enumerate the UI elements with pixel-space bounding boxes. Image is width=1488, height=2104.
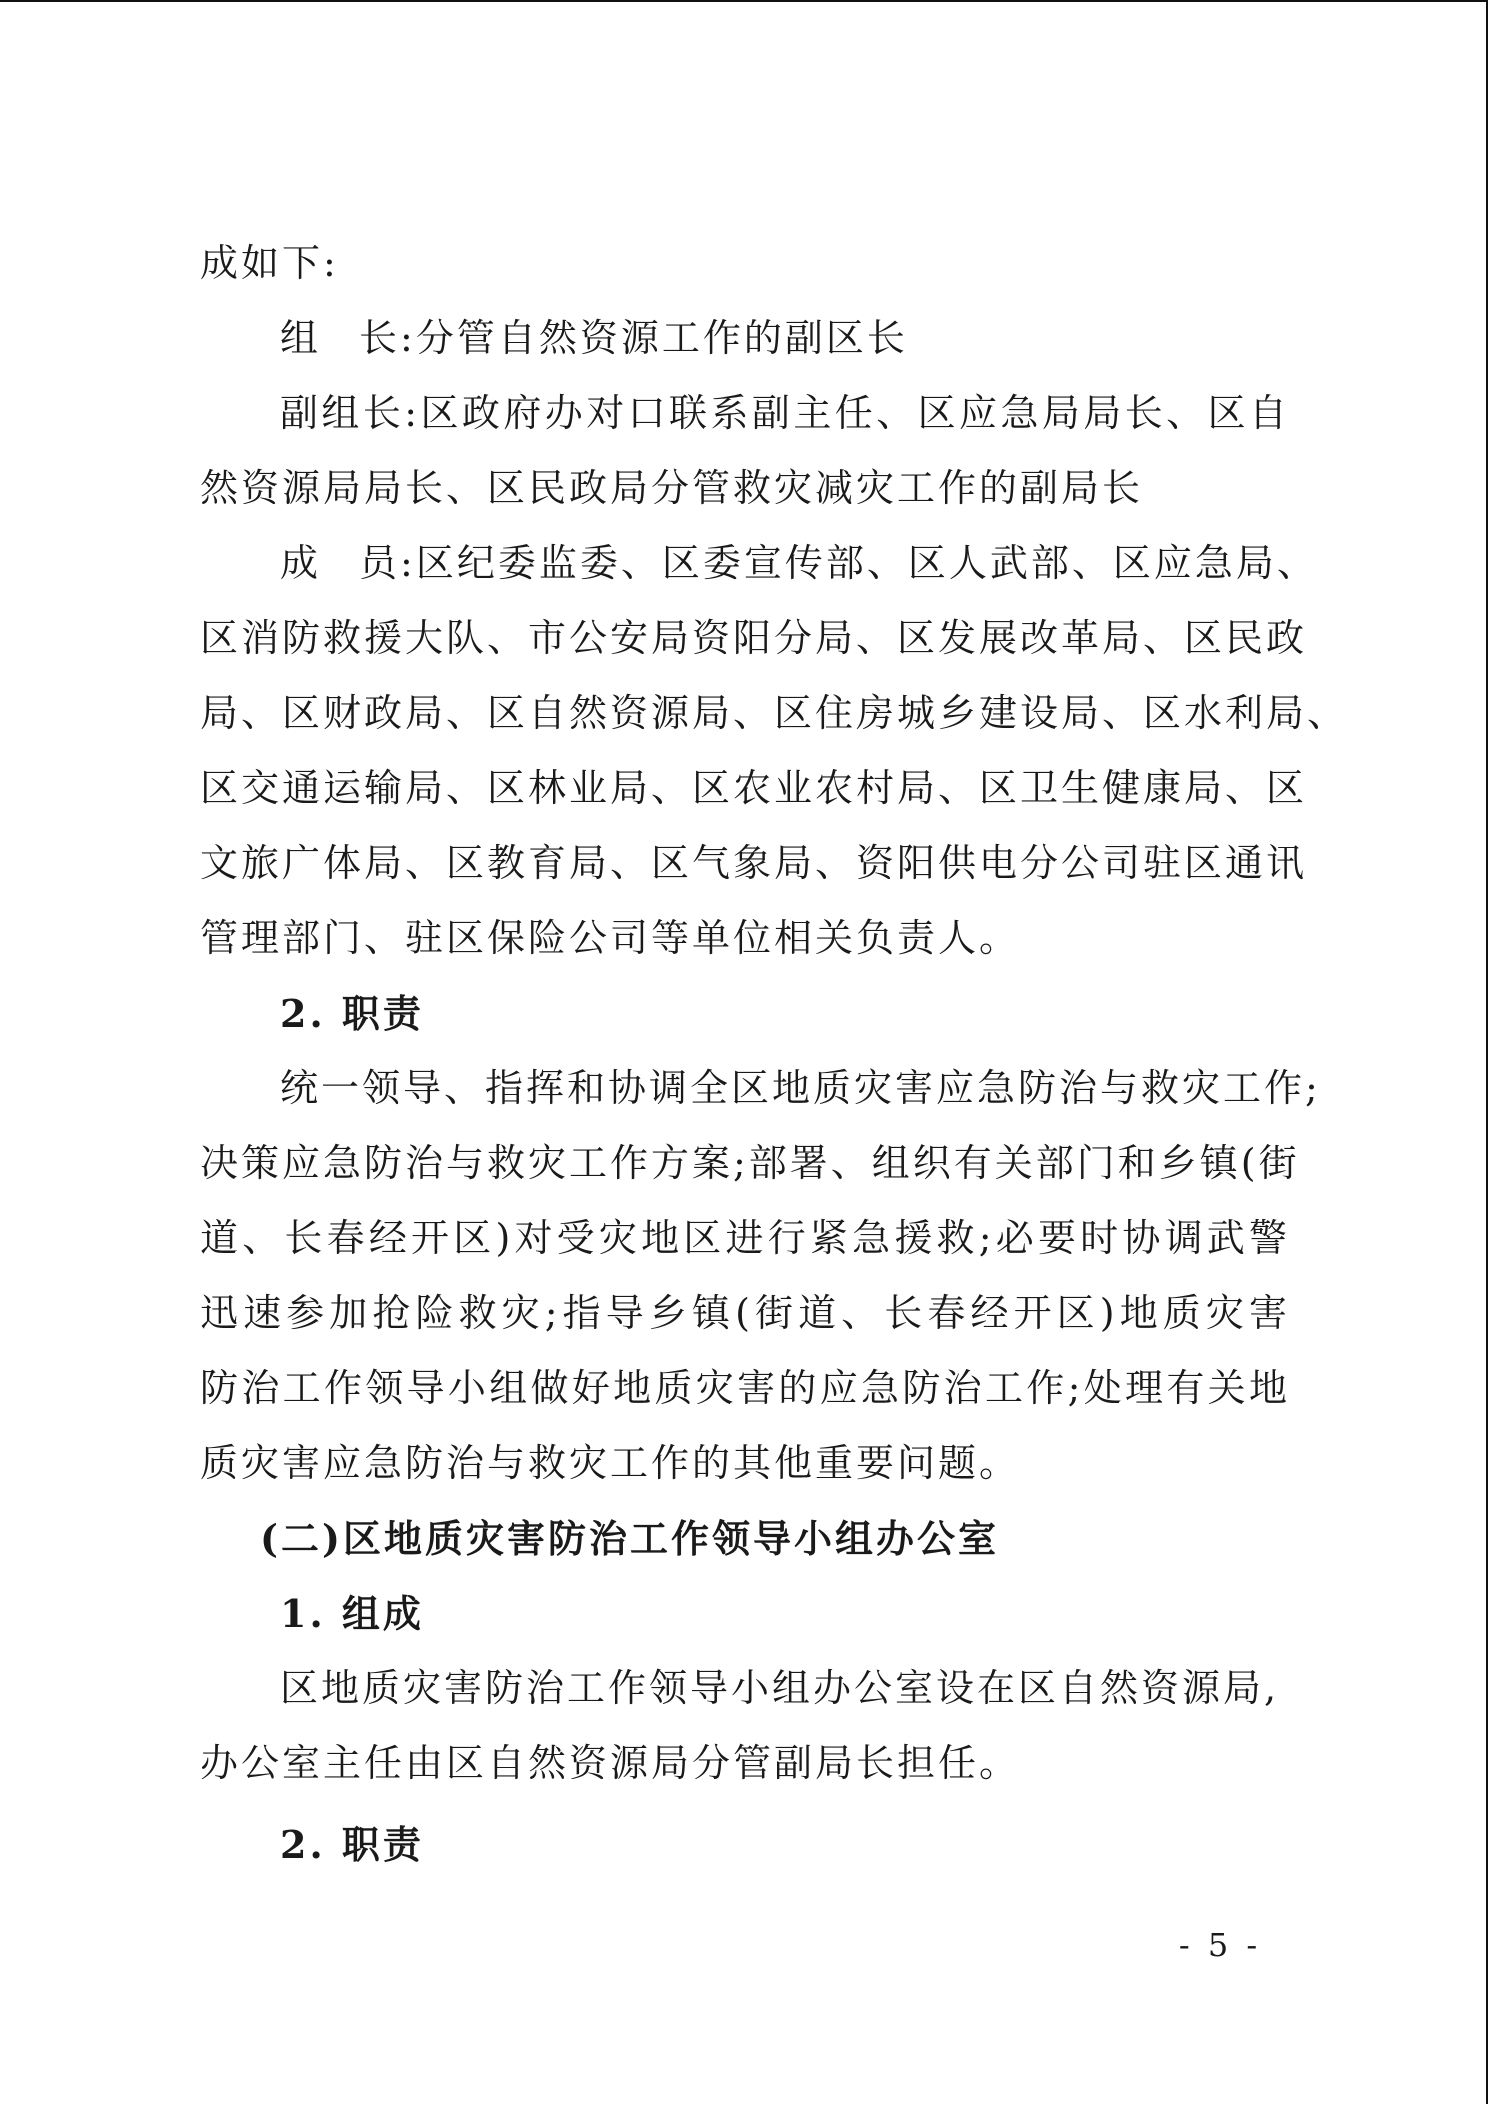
section-heading: 2. 职责 <box>280 991 424 1036</box>
deputy-leader-line: 副组长:区政府办对口联系副主任、区应急局局长、区自 <box>280 391 1290 435</box>
paragraph-line: 决策应急防治与救灾工作方案;部署、组织有关部门和乡镇(街 <box>200 1141 1300 1185</box>
paragraph-line: 质灾害应急防治与救灾工作的其他重要问题。 <box>200 1441 1021 1485</box>
document-body <box>200 226 1349 1882</box>
section-heading: 1. 组成 <box>280 1591 424 1636</box>
paragraph-line: 区地质灾害防治工作领导小组办公室设在区自然资源局, <box>280 1666 1280 1710</box>
paragraph-line: 管理部门、驻区保险公司等单位相关负责人。 <box>200 916 1021 960</box>
paragraph-line: 办公室主任由区自然资源局分管副局长担任。 <box>200 1741 1021 1785</box>
leader-line <box>200 301 1290 376</box>
paragraph-line: 区交通运输局、区林业局、区农业农村局、区卫生健康局、区 <box>200 766 1308 810</box>
leader-text: 长:分管自然资源工作的副区长 <box>359 316 908 360</box>
paragraph-line: 然资源局局长、区民政局分管救灾减灾工作的副局长 <box>200 466 1144 510</box>
paragraph-line: 迅速参加抢险救灾;指导乡镇(街道、长春经开区)地质灾害 <box>200 1291 1290 1335</box>
paragraph-line: 文旅广体局、区教育局、区气象局、资阳供电分公司驻区通讯 <box>200 841 1308 885</box>
paragraph-line: 成如下: <box>200 241 339 285</box>
chapter-heading: (二)区地质灾害防治工作领导小组办公室 <box>260 1516 999 1561</box>
paragraph-line: 局、区财政局、区自然资源局、区住房城乡建设局、区水利局、 <box>200 691 1349 735</box>
paragraph-line: 区消防救援大队、市公安局资阳分局、区发展改革局、区民政 <box>200 616 1308 660</box>
members-text: 员:区纪委监委、区委宣传部、区人武部、区应急局、 <box>359 541 1318 585</box>
paragraph-line: 防治工作领导小组做好地质灾害的应急防治工作;处理有关地 <box>200 1366 1290 1410</box>
leader-label: 组 <box>280 316 322 360</box>
paragraph-line: 道、长春经开区)对受灾地区进行紧急援救;必要时协调武警 <box>200 1216 1290 1260</box>
section-heading: 2. 职责 <box>280 1822 424 1867</box>
paragraph-line: 统一领导、指挥和协调全区地质灾害应急防治与救灾工作; <box>280 1066 1321 1110</box>
members-line <box>200 526 1318 601</box>
members-label: 成 <box>280 541 322 585</box>
page-number: - 5 - <box>1178 1926 1262 1964</box>
